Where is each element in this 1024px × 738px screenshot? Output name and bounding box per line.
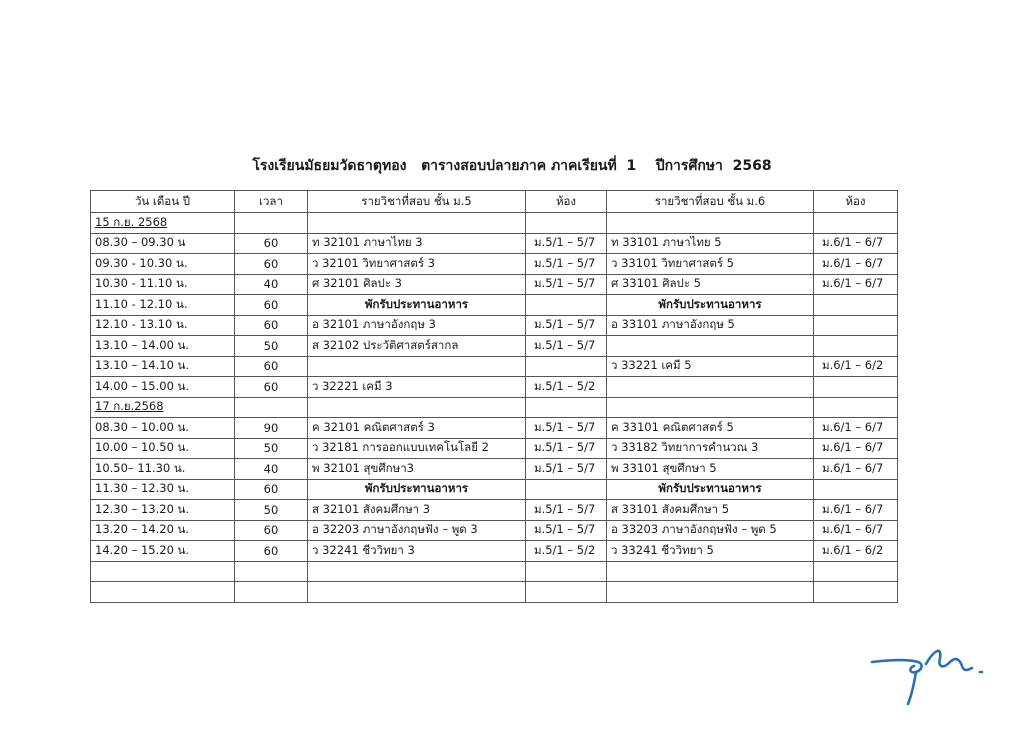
m6-room-cell: ม.6/1 – 6/7 — [814, 254, 898, 275]
m6-subject-cell: ท 33101 ภาษาไทย 5 — [607, 233, 814, 254]
empty-cell — [91, 582, 235, 603]
empty-cell — [607, 397, 814, 418]
header-row — [91, 191, 898, 213]
empty-cell — [607, 582, 814, 603]
m6-subject-cell — [607, 377, 814, 398]
header-duration: เวลา — [235, 191, 308, 213]
exam-date: 15 ก.ย. 2568 — [91, 213, 235, 234]
empty-cell — [814, 582, 898, 603]
table-row — [91, 274, 898, 295]
lunch-break-m5: พักรับประทานอาหาร — [308, 479, 526, 500]
empty-cell — [526, 561, 607, 582]
empty-cell — [526, 582, 607, 603]
m5-subject-cell: อ 32101 ภาษาอังกฤษ 3 — [308, 315, 526, 336]
empty-cell — [235, 582, 308, 603]
m6-room-cell: ม.6/1 – 6/7 — [814, 500, 898, 521]
m5-subject-cell: ว 32241 ชีววิทยา 3 — [308, 541, 526, 562]
m6-room-cell — [814, 336, 898, 357]
duration-cell: 60 — [235, 520, 308, 541]
m6-room-cell — [814, 377, 898, 398]
m5-subject-cell: ค 32101 คณิตศาสตร์ 3 — [308, 418, 526, 439]
table-row — [91, 254, 898, 275]
table-row — [91, 336, 898, 357]
empty-cell — [308, 397, 526, 418]
m6-room-cell — [814, 315, 898, 336]
m6-subject-cell: ส 33101 สังคมศึกษา 5 — [607, 500, 814, 521]
duration-cell: 50 — [235, 336, 308, 357]
empty-cell — [814, 397, 898, 418]
time-cell: 12.30 – 13.20 น. — [91, 500, 235, 521]
duration-cell: 50 — [235, 500, 308, 521]
m6-subject-cell: ค 33101 คณิตศาสตร์ 5 — [607, 418, 814, 439]
m5-room-cell: ม.5/1 – 5/2 — [526, 377, 607, 398]
m5-room-cell: ม.5/1 – 5/7 — [526, 233, 607, 254]
duration-cell: 60 — [235, 479, 308, 500]
table-row — [91, 459, 898, 480]
m6-room-cell: ม.6/1 – 6/2 — [814, 356, 898, 377]
duration-cell: 60 — [235, 233, 308, 254]
table-row — [91, 500, 898, 521]
time-cell: 08.30 – 09.30 น — [91, 233, 235, 254]
m5-subject-cell: ว 32101 วิทยาศาสตร์ 3 — [308, 254, 526, 275]
m6-subject-cell: อ 33203 ภาษาอังกฤษฟัง – พูด 5 — [607, 520, 814, 541]
exam-schedule-table — [90, 190, 898, 603]
m5-room-cell: ม.5/1 – 5/7 — [526, 500, 607, 521]
m6-room-cell: ม.6/1 – 6/7 — [814, 438, 898, 459]
m5-room-cell: ม.5/1 – 5/7 — [526, 274, 607, 295]
m5-room-cell: ม.5/1 – 5/7 — [526, 315, 607, 336]
header-m5-subject: รายวิชาที่สอบ ชั้น ม.5 — [308, 191, 526, 213]
header-m5-room: ห้อง — [526, 191, 607, 213]
m5-room-cell — [526, 479, 607, 500]
m5-room-cell: ม.5/1 – 5/7 — [526, 459, 607, 480]
duration-cell: 60 — [235, 295, 308, 316]
time-cell: 11.10 - 12.10 น. — [91, 295, 235, 316]
m6-room-cell — [814, 295, 898, 316]
header-m6-subject: รายวิชาที่สอบ ชั้น ม.6 — [607, 191, 814, 213]
header-m6-room: ห้อง — [814, 191, 898, 213]
empty-cell — [607, 561, 814, 582]
header-date: วัน เดือน ปี — [91, 191, 235, 213]
empty-cell — [308, 213, 526, 234]
empty-cell — [308, 582, 526, 603]
m6-room-cell — [814, 479, 898, 500]
duration-cell: 90 — [235, 418, 308, 439]
m5-room-cell: ม.5/1 – 5/7 — [526, 418, 607, 439]
table-row — [91, 315, 898, 336]
table-row — [91, 541, 898, 562]
m6-room-cell: ม.6/1 – 6/7 — [814, 459, 898, 480]
m6-subject-cell: ศ 33101 ศิลปะ 5 — [607, 274, 814, 295]
empty-row — [91, 561, 898, 582]
empty-cell — [814, 213, 898, 234]
lunch-break-m5: พักรับประทานอาหาร — [308, 295, 526, 316]
duration-cell: 40 — [235, 274, 308, 295]
signature-image — [868, 640, 998, 720]
time-cell: 10.50– 11.30 น. — [91, 459, 235, 480]
m5-subject-cell: ส 32102 ประวัติศาสตร์สากล — [308, 336, 526, 357]
empty-row — [91, 582, 898, 603]
signature-stroke — [872, 651, 982, 704]
duration-cell: 60 — [235, 315, 308, 336]
time-cell: 11.30 – 12.30 น. — [91, 479, 235, 500]
m6-room-cell: ม.6/1 – 6/7 — [814, 520, 898, 541]
m5-subject-cell — [308, 356, 526, 377]
m5-room-cell: ม.5/1 – 5/2 — [526, 541, 607, 562]
m5-room-cell — [526, 295, 607, 316]
m5-room-cell: ม.5/1 – 5/7 — [526, 520, 607, 541]
empty-cell — [526, 213, 607, 234]
lunch-break-m6: พักรับประทานอาหาร — [607, 479, 814, 500]
m6-room-cell: ม.6/1 – 6/7 — [814, 418, 898, 439]
m6-room-cell: ม.6/1 – 6/2 — [814, 541, 898, 562]
time-cell: 14.00 – 15.00 น. — [91, 377, 235, 398]
duration-cell: 60 — [235, 377, 308, 398]
table-row — [91, 520, 898, 541]
duration-cell: 60 — [235, 254, 308, 275]
empty-cell — [308, 561, 526, 582]
table-row — [91, 377, 898, 398]
time-cell: 14.20 – 15.20 น. — [91, 541, 235, 562]
table-row — [91, 479, 898, 500]
schedule-body — [91, 213, 898, 603]
document-title: โรงเรียนมัธยมวัดธาตุทอง ตารางสอบปลายภาค ภาคเรียนที่ 1 ปีการศึกษา 2568 — [252, 158, 772, 174]
duration-cell: 60 — [235, 356, 308, 377]
m5-subject-cell: ศ 32101 ศิลปะ 3 — [308, 274, 526, 295]
date-row — [91, 213, 898, 234]
empty-cell — [235, 397, 308, 418]
m6-room-cell: ม.6/1 – 6/7 — [814, 274, 898, 295]
duration-cell: 40 — [235, 459, 308, 480]
time-cell: 13.10 – 14.10 น. — [91, 356, 235, 377]
time-cell: 10.00 – 10.50 น. — [91, 438, 235, 459]
lunch-break-m6: พักรับประทานอาหาร — [607, 295, 814, 316]
m5-room-cell: ม.5/1 – 5/7 — [526, 438, 607, 459]
time-cell: 09.30 - 10.30 น. — [91, 254, 235, 275]
empty-cell — [91, 561, 235, 582]
m6-room-cell: ม.6/1 – 6/7 — [814, 233, 898, 254]
m6-subject-cell — [607, 336, 814, 357]
m6-subject-cell: ว 33182 วิทยาการคำนวณ 3 — [607, 438, 814, 459]
empty-cell — [526, 397, 607, 418]
date-row — [91, 397, 898, 418]
empty-cell — [607, 213, 814, 234]
duration-cell: 50 — [235, 438, 308, 459]
time-cell: 08.30 – 10.00 น. — [91, 418, 235, 439]
m5-subject-cell: ว 32181 การออกแบบเทคโนโลยี 2 — [308, 438, 526, 459]
empty-cell — [235, 561, 308, 582]
exam-date: 17 ก.ย.2568 — [91, 397, 235, 418]
m5-subject-cell: พ 32101 สุขศึกษา3 — [308, 459, 526, 480]
empty-cell — [814, 561, 898, 582]
m6-subject-cell: ว 33241 ชีววิทยา 5 — [607, 541, 814, 562]
m5-subject-cell: ส 32101 สังคมศึกษา 3 — [308, 500, 526, 521]
table-row — [91, 438, 898, 459]
m6-subject-cell: ว 33101 วิทยาศาสตร์ 5 — [607, 254, 814, 275]
m5-subject-cell: ว 32221 เคมี 3 — [308, 377, 526, 398]
table-row — [91, 356, 898, 377]
m6-subject-cell: พ 33101 สุขศึกษา 5 — [607, 459, 814, 480]
table-row — [91, 418, 898, 439]
time-cell: 13.20 – 14.20 น. — [91, 520, 235, 541]
m5-room-cell: ม.5/1 – 5/7 — [526, 336, 607, 357]
time-cell: 12.10 - 13.10 น. — [91, 315, 235, 336]
m6-subject-cell: ว 33221 เคมี 5 — [607, 356, 814, 377]
time-cell: 13.10 – 14.00 น. — [91, 336, 235, 357]
m5-room-cell: ม.5/1 – 5/7 — [526, 254, 607, 275]
empty-cell — [235, 213, 308, 234]
table-row — [91, 233, 898, 254]
duration-cell: 60 — [235, 541, 308, 562]
time-cell: 10.30 - 11.10 น. — [91, 274, 235, 295]
m5-room-cell — [526, 356, 607, 377]
m5-subject-cell: ท 32101 ภาษาไทย 3 — [308, 233, 526, 254]
m6-subject-cell: อ 33101 ภาษาอังกฤษ 5 — [607, 315, 814, 336]
m5-subject-cell: อ 32203 ภาษาอังกฤษฟัง – พูด 3 — [308, 520, 526, 541]
table-row — [91, 295, 898, 316]
